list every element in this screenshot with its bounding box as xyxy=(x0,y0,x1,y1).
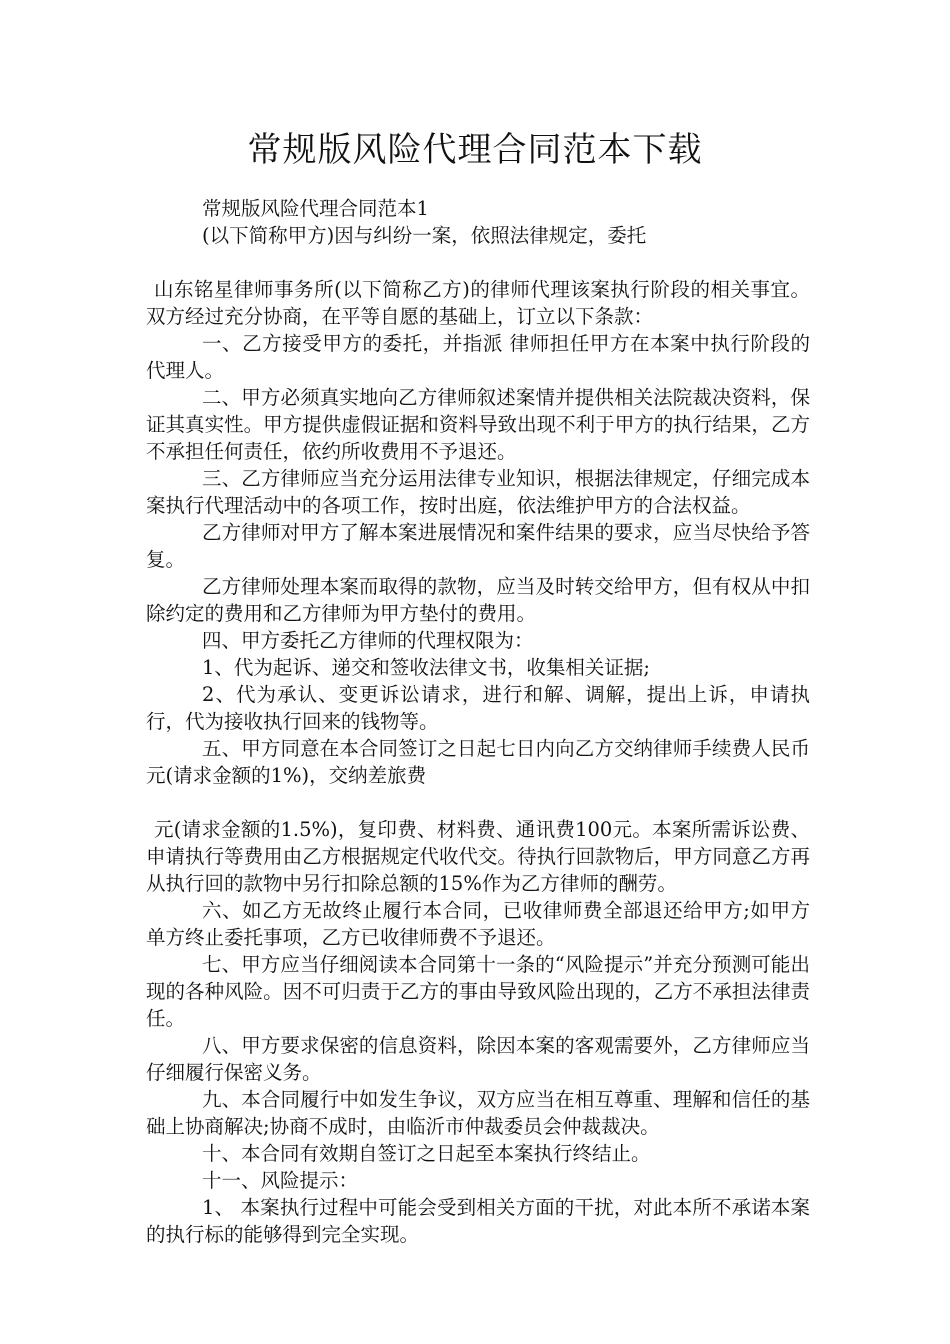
paragraph: 九、本合同履行中如发生争议，双方应当在相互尊重、理解和信任的基础上协商解决;协商不成时，由临沂市仲裁委员会仲裁裁决。 xyxy=(146,1088,810,1138)
paragraph: 十、本合同有效期自签订之日起至本案执行终结止。 xyxy=(202,1142,651,1165)
blank-line xyxy=(146,249,810,276)
paragraph: 六、如乙方无故终止履行本合同，已收律师费全部退还给甲方;如甲方单方终止委托事项，乙方已收律师费不予退还。 xyxy=(146,899,810,949)
paragraph-subtitle: 常规版风险代理合同范本1 xyxy=(202,197,429,220)
paragraph: 七、甲方应当仔细阅读本合同第十一条的“风险提示”并充分预测可能出现的各种风险。因不可归责于乙方的事由导致风险出现的，乙方不承担法律责任。 xyxy=(146,953,810,1030)
blank-line xyxy=(146,789,810,816)
paragraph: 1、 本案执行过程中可能会受到相关方面的干扰，对此本所不承诺本案的执行标的能够得到完全实现。 xyxy=(146,1196,810,1246)
paragraph: 山东铭星律师事务所(以下简称乙方)的律师代理该案执行阶段的相关事宜。双方经过充分协商，在平等自愿的基础上，订立以下条款： xyxy=(146,278,810,328)
paragraph: 三、乙方律师应当充分运用法律专业知识，根据法律规定，仔细完成本案执行代理活动中的各项工作，按时出庭，依法维护甲方的合法权益。 xyxy=(146,467,810,517)
paragraph: 乙方律师对甲方了解本案进展情况和案件结果的要求，应当尽快给予答复。 xyxy=(146,521,810,571)
paragraph: 乙方律师处理本案而取得的款物，应当及时转交给甲方，但有权从中扣除约定的费用和乙方律师为甲方垫付的费用。 xyxy=(146,575,810,625)
paragraph: 五、甲方同意在本合同签订之日起七日内向乙方交纳律师手续费人民币 元(请求金额的1%)，交纳差旅费 xyxy=(146,737,810,787)
paragraph: 一、乙方接受甲方的委托，并指派 律师担任甲方在本案中执行阶段的代理人。 xyxy=(146,332,810,382)
paragraph: 二、甲方必须真实地向乙方律师叙述案情并提供相关法院裁决资料，保证其真实性。甲方提供虚假证据和资料导致出现不利于甲方的执行结果，乙方不承担任何责任，依约所收费用不予退还。 xyxy=(146,386,810,463)
paragraph: 2、代为承认、变更诉讼请求，进行和解、调解，提出上诉，申请执行，代为接收执行回来的钱物等。 xyxy=(146,683,810,733)
paragraph: 十一、风险提示： xyxy=(202,1169,359,1192)
document-body xyxy=(146,195,810,1248)
paragraph: 1、代为起诉、递交和签收法律文书，收集相关证据; xyxy=(202,656,650,679)
paragraph: (以下简称甲方)因与纠纷一案，依照法律规定，委托 xyxy=(202,224,647,247)
document-title: 常规版风险代理合同范本下载 xyxy=(247,130,703,170)
paragraph: 四、甲方委托乙方律师的代理权限为： xyxy=(202,629,534,652)
paragraph: 元(请求金额的1.5%)，复印费、材料费、通讯费100元。本案所需诉讼费、申请执行等费用由乙方根据规定代收代交。待执行回款物后，甲方同意乙方再从执行回的款物中另行扣除总额的15%作为乙方律师的酬劳。 xyxy=(146,818,810,895)
paragraph: 八、甲方要求保密的信息资料，除因本案的客观需要外，乙方律师应当仔细履行保密义务。 xyxy=(146,1034,810,1084)
